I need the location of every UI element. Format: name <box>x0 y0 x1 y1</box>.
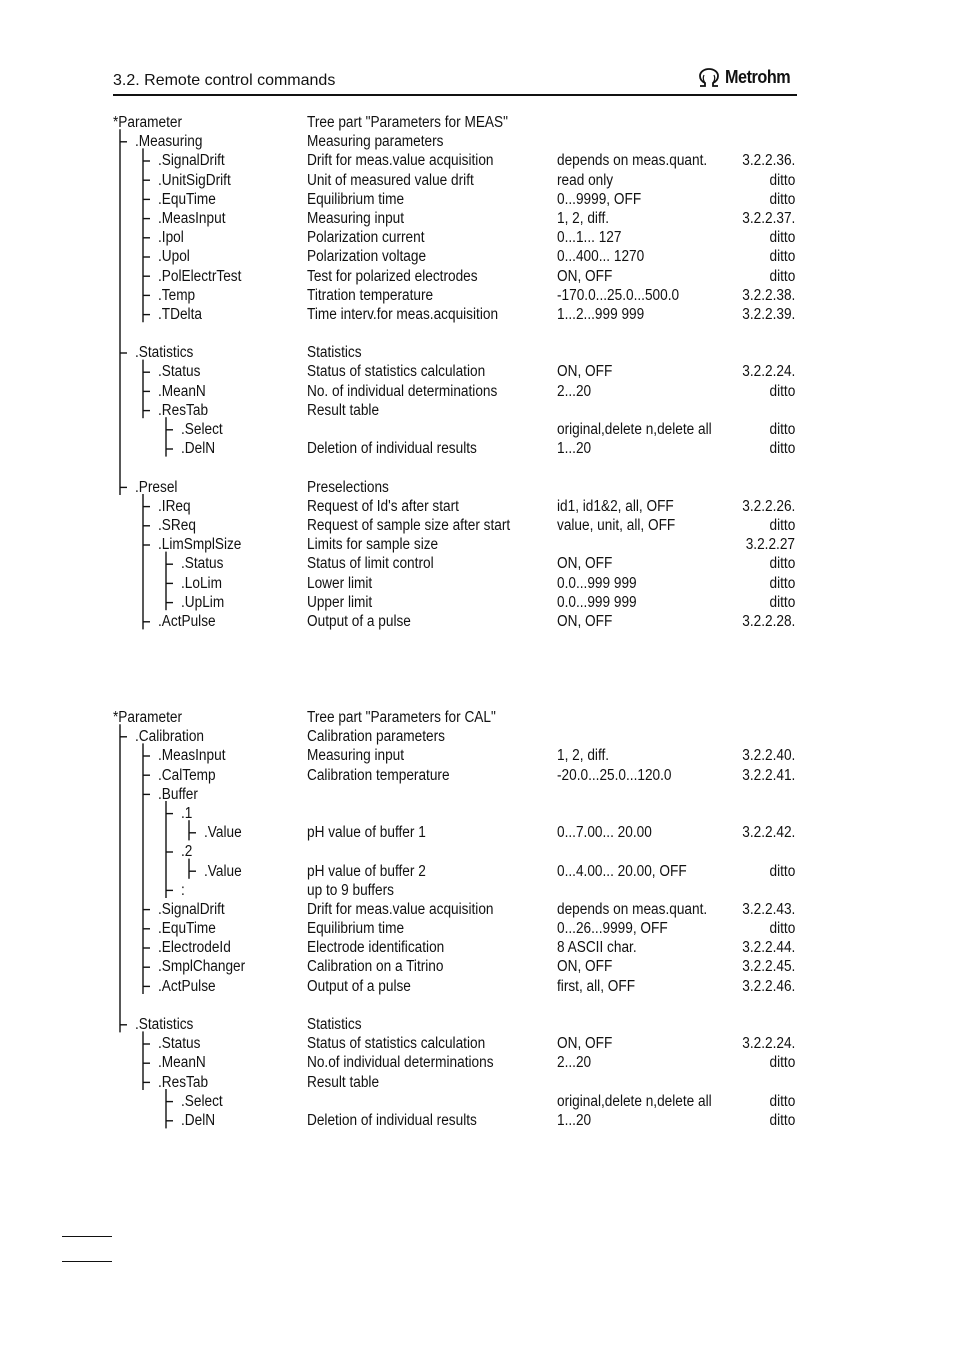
parameter-name: .IReq <box>158 497 191 515</box>
parameter-reference: 3.2.2.42. <box>741 824 795 842</box>
parameter-description: Measuring parameters <box>307 133 444 151</box>
parameter-range: first, all, OFF <box>557 977 636 995</box>
footer-rule-bottom <box>62 1261 112 1262</box>
parameter-reference: ditto <box>769 574 795 592</box>
logo-wordmark: Metrohm <box>724 67 790 87</box>
parameter-reference: 3.2.2.39. <box>741 305 795 323</box>
parameter-description: Statistics <box>307 1016 362 1033</box>
parameter-reference: ditto <box>769 440 795 458</box>
parameter-description: pH value of buffer 1 <box>307 824 426 842</box>
parameter-range: id1, id1&2, all, OFF <box>557 497 674 515</box>
parameter-name: .Value <box>204 824 242 842</box>
parameter-name: .Statistics <box>135 1016 194 1033</box>
parameter-range: value, unit, all, OFF <box>557 516 676 534</box>
parameter-reference: ditto <box>769 382 795 400</box>
tree-connector-lines <box>113 708 233 1134</box>
parameter-description: Status of statistics calculation <box>307 363 486 381</box>
parameter-name: .TDelta <box>158 305 202 323</box>
parameter-description: Calibration on a Titrino <box>307 958 444 976</box>
parameter-name: .Value <box>204 862 242 880</box>
parameter-description: Statistics <box>307 344 362 362</box>
parameter-range: 0.0...999 999 <box>557 574 637 592</box>
parameter-name: .EquTime <box>158 190 216 208</box>
parameter-description: Calibration parameters <box>307 728 445 746</box>
parameter-reference: 3.2.2.41. <box>741 766 795 784</box>
parameter-name: .Calibration <box>135 728 204 746</box>
parameter-range: ON, OFF <box>557 1035 613 1053</box>
parameter-name: .SmplChanger <box>158 958 246 976</box>
parameter-name: .ResTab <box>158 1073 209 1091</box>
parameter-description: Upper limit <box>307 593 373 611</box>
parameter-range: 0...9999, OFF <box>557 190 642 208</box>
parameter-description: Status of statistics calculation <box>307 1035 486 1053</box>
parameter-description: Result table <box>307 1073 380 1091</box>
parameter-description: No.of individual determinations <box>307 1054 494 1072</box>
parameter-reference: 3.2.2.46. <box>741 977 795 995</box>
parameter-name: *Parameter <box>113 114 182 131</box>
parameter-name: .MeanN <box>158 382 206 400</box>
parameter-name: .DelN <box>181 1111 216 1129</box>
parameter-name: .Select <box>181 421 223 438</box>
parameter-name: .SignalDrift <box>158 152 225 170</box>
parameter-name: .Presel <box>135 478 178 496</box>
parameter-name: .Ipol <box>158 229 184 247</box>
parameter-reference: 3.2.2.26. <box>741 497 795 515</box>
parameter-reference: 3.2.2.38. <box>741 286 795 304</box>
tree-connector-lines <box>113 113 233 635</box>
parameter-name: .Buffer <box>158 785 198 803</box>
parameter-range: 1, 2, diff. <box>557 209 610 227</box>
parameter-range: 8 ASCII char. <box>557 939 637 957</box>
parameter-reference: 3.2.2.24. <box>741 1035 795 1053</box>
parameter-name: .PolElectrTest <box>158 267 242 285</box>
parameter-reference: ditto <box>769 516 795 534</box>
parameter-reference: 3.2.2.24. <box>741 363 795 381</box>
parameter-reference: ditto <box>769 1111 795 1129</box>
section-title: 3.2. Remote control commands <box>113 72 336 89</box>
parameter-description: Limits for sample size <box>307 536 439 554</box>
parameter-description: Polarization current <box>307 229 425 247</box>
parameter-reference: ditto <box>769 190 795 208</box>
page-header <box>113 67 797 96</box>
parameter-description: Unit of measured value drift <box>307 171 474 189</box>
parameter-description: Request of Id's after start <box>307 497 459 515</box>
parameter-name: .SignalDrift <box>158 900 225 918</box>
parameter-description: Tree part "Parameters for MEAS" <box>307 114 508 131</box>
parameter-range: depends on meas.quant. <box>557 152 708 170</box>
parameter-description: Equilibrium time <box>307 920 405 938</box>
parameter-description: Drift for meas.value acquisition <box>307 152 494 170</box>
meas-parameter-tree <box>113 113 803 635</box>
parameter-range: 2...20 <box>557 1054 592 1072</box>
metrohm-logo <box>696 67 798 88</box>
parameter-name: .Upol <box>158 248 190 266</box>
parameter-range: original,delete n,delete all <box>557 421 712 438</box>
parameter-range: 1, 2, diff. <box>557 747 610 765</box>
parameter-reference: 3.2.2.37. <box>741 209 795 227</box>
parameter-name: .Status <box>158 1035 201 1053</box>
parameter-range: read only <box>557 171 614 189</box>
parameter-range: 1...20 <box>557 1111 592 1129</box>
parameter-name: .ActPulse <box>158 977 216 995</box>
omega-logo-icon <box>696 68 722 88</box>
parameter-description: Electrode identification <box>307 939 445 957</box>
parameter-description: No. of individual determinations <box>307 382 498 400</box>
parameter-range: ON, OFF <box>557 363 613 381</box>
parameter-range: depends on meas.quant. <box>557 900 708 918</box>
parameter-reference: ditto <box>769 920 795 938</box>
parameter-name: .Select <box>181 1092 223 1110</box>
parameter-name: .UpLim <box>181 593 225 611</box>
parameter-description: Tree part "Parameters for CAL" <box>307 709 496 726</box>
parameter-description: Deletion of individual results <box>307 1111 477 1129</box>
parameter-range: 2...20 <box>557 382 592 400</box>
parameter-name: *Parameter <box>113 709 182 726</box>
parameter-reference: ditto <box>769 593 795 611</box>
parameter-description: Drift for meas.value acquisition <box>307 900 494 918</box>
parameter-name: .ResTab <box>158 401 209 419</box>
parameter-description: Titration temperature <box>307 286 434 304</box>
parameter-reference: 3.2.2.36. <box>741 152 795 170</box>
parameter-description: Result table <box>307 401 380 419</box>
parameter-range: 0.0...999 999 <box>557 593 637 611</box>
parameter-reference: ditto <box>769 421 795 438</box>
footer-rule-top <box>62 1236 112 1237</box>
parameter-range: ON, OFF <box>557 555 613 573</box>
parameter-reference: 3.2.2.45. <box>741 958 795 976</box>
parameter-description: Deletion of individual results <box>307 440 477 458</box>
parameter-range: 1...2...999 999 <box>557 305 645 323</box>
parameter-reference: 3.2.2.43. <box>741 900 795 918</box>
parameter-description: Measuring input <box>307 747 405 765</box>
parameter-range: 0...1... 127 <box>557 229 622 247</box>
parameter-reference: 3.2.2.27 <box>745 536 795 554</box>
parameter-description: Calibration temperature <box>307 766 450 784</box>
parameter-description: Request of sample size after start <box>307 516 511 534</box>
parameter-reference: ditto <box>769 1054 795 1072</box>
parameter-reference: 3.2.2.28. <box>741 612 795 630</box>
parameter-range: ON, OFF <box>557 267 613 285</box>
parameter-range: 0...26...9999, OFF <box>557 920 668 938</box>
parameter-name: .ElectrodeId <box>158 939 231 957</box>
parameter-name: .Measuring <box>135 133 203 151</box>
parameter-reference: ditto <box>769 248 795 266</box>
parameter-name: .1 <box>181 804 193 822</box>
parameter-reference: ditto <box>769 229 795 247</box>
parameter-name: .CalTemp <box>158 766 216 784</box>
parameter-name: .Status <box>158 363 201 381</box>
parameter-description: Polarization voltage <box>307 248 427 266</box>
parameter-description: Status of limit control <box>307 555 434 573</box>
parameter-range: -170.0...25.0...500.0 <box>557 286 680 304</box>
parameter-description: Test for polarized electrodes <box>307 267 478 285</box>
parameter-reference: 3.2.2.40. <box>741 747 795 765</box>
parameter-name: .UnitSigDrift <box>158 171 231 189</box>
parameter-reference: ditto <box>769 555 795 573</box>
parameter-description: Preselections <box>307 478 389 496</box>
parameter-name: .ActPulse <box>158 612 216 630</box>
parameter-description: Lower limit <box>307 574 373 592</box>
parameter-range: 0...4.00... 20.00, OFF <box>557 862 687 880</box>
parameter-name: .MeasInput <box>158 209 226 227</box>
parameter-name: .LimSmplSize <box>158 536 242 554</box>
parameter-range: ON, OFF <box>557 612 613 630</box>
parameter-description: Equilibrium time <box>307 190 405 208</box>
parameter-reference: ditto <box>769 862 795 880</box>
parameter-reference: ditto <box>769 267 795 285</box>
parameter-description: up to 9 buffers <box>307 881 394 899</box>
parameter-name: .MeasInput <box>158 747 226 765</box>
parameter-range: original,delete n,delete all <box>557 1092 712 1110</box>
parameter-range: ON, OFF <box>557 958 613 976</box>
parameter-range: -20.0...25.0...120.0 <box>557 766 672 784</box>
parameter-description: Time interv.for meas.acquisition <box>307 305 499 323</box>
parameter-name: .EquTime <box>158 920 216 938</box>
parameter-name: .DelN <box>181 440 216 458</box>
parameter-name: .SReq <box>158 516 196 534</box>
parameter-name: .Status <box>181 555 224 573</box>
parameter-range: 1...20 <box>557 440 592 458</box>
parameter-description: Output of a pulse <box>307 977 411 995</box>
parameter-name: .LoLim <box>181 574 222 592</box>
parameter-range: 0...7.00... 20.00 <box>557 824 652 842</box>
parameter-reference: ditto <box>769 171 795 189</box>
parameter-range: 0...400... 1270 <box>557 248 645 266</box>
parameter-reference: 3.2.2.44. <box>741 939 795 957</box>
parameter-name: .Temp <box>158 286 196 304</box>
parameter-description: Measuring input <box>307 209 405 227</box>
cal-parameter-tree <box>113 708 803 1134</box>
parameter-name: : <box>181 881 185 899</box>
parameter-name: .2 <box>181 843 193 861</box>
parameter-name: .Statistics <box>135 344 194 362</box>
parameter-name: .MeanN <box>158 1054 206 1072</box>
parameter-reference: ditto <box>769 1092 795 1110</box>
parameter-description: Output of a pulse <box>307 612 411 630</box>
parameter-description: pH value of buffer 2 <box>307 862 426 880</box>
